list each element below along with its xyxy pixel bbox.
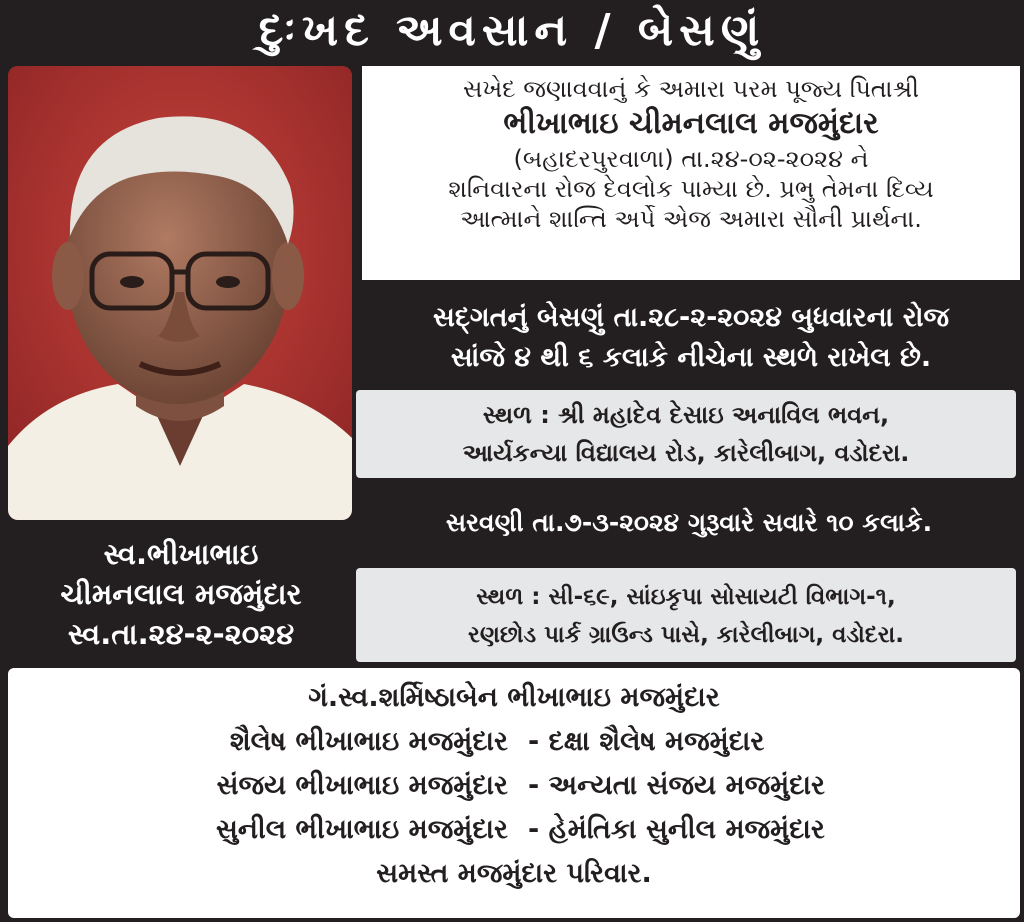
sarvani-notice: સરવણી તા.૭-૩-૨૦૨૪ ગુરૂવારે સવારે ૧૦ કલાકે.	[445, 508, 933, 537]
intro-name: ભીખાભાઇ ચીમનલાલ મજમુંદાર	[503, 106, 879, 141]
family-head: ગં.સ્વ.શર્મિષ્ઠાબેન ભીખાભાઇ મજમુંદાર	[308, 682, 720, 713]
besnu-line1: સદ્‌ગતનું બેસણું તા.૨૮-૨-૨૦૨૪ બુધવારના રોજ	[432, 302, 950, 333]
besnu-notice	[362, 288, 1020, 388]
besnu-line2: સાંજે ૪ થી ૬ કલાકે નીચેના સ્થળે રાખેલ છે.	[450, 342, 932, 373]
intro-line1: સખેદ જણાવવાનું કે અમારા પરમ પૂજ્ય પિતાશ્રી	[463, 75, 919, 103]
family-spouse: - અન્યતા સંજય મજમુંદાર	[528, 770, 825, 801]
venue2-line1: સ્થળ : સી-૬૯, સાંઇકૃપા સોસાયટી વિભાગ-૧,	[476, 584, 896, 610]
banner-title: દુઃખદ અવસાન / બેસણું	[0, 0, 1024, 62]
family-son: સુનીલ ભીખાભાઇ મજમુંદાર	[216, 814, 508, 845]
venue1-line2: આર્યકન્યા વિદ્યાલય રોડ, કારેલીબાગ, વડોદરા.	[462, 439, 910, 467]
sarvani-venue	[356, 568, 1016, 662]
intro-line5: આત્માને શાન્તિ અર્પે એજ અમારા સૌની પ્રાર્થના.	[460, 205, 922, 233]
portrait-photo	[8, 66, 352, 520]
family-spouse: - હેમંતિકા સુનીલ મજમુંદાર	[528, 814, 825, 845]
deceased-line2: ચીમનલાલ મજમુંદાર	[60, 577, 302, 611]
portrait-illustration	[8, 66, 352, 520]
venue2-line2: રણછોડ પાર્ક ગ્રાઉન્ડ પાસે, કારેલીબાગ, વડોદરા.	[467, 622, 905, 648]
intro-line3: (બહાદરપુરવાળા) તા.૨૪-૦૨-૨૦૨૪ ને	[513, 145, 869, 173]
deceased-line1: સ્વ.ભીખાભાઇ	[103, 537, 259, 571]
family-row	[8, 720, 1020, 764]
family-list	[8, 668, 1020, 918]
family-spouse: - દક્ષા શૈલેષ મજમુંદાર	[528, 726, 765, 757]
family-son: સંજય ભીખાભાઇ મજમુંદાર	[216, 770, 508, 801]
family-row	[8, 808, 1020, 852]
deceased-line3: સ્વ.તા.૨૪-૨-૨૦૨૪	[67, 617, 295, 651]
intro-paragraph	[362, 66, 1020, 280]
family-row	[8, 764, 1020, 808]
venue1-line1: સ્થળ : શ્રી મહાદેવ દેસાઇ અનાવિલ ભવન,	[482, 401, 890, 429]
deceased-name-box	[8, 528, 354, 656]
family-footer: સમસ્ત મજમુંદાર પરિવાર.	[376, 858, 652, 889]
besnu-venue	[356, 390, 1016, 478]
intro-line4: શનિવારના રોજ દેવલોક પામ્યા છે. પ્રભુ તેમના દિવ્ય	[448, 175, 934, 203]
family-son: શૈલેષ ભીખાભાઇ મજમુંદાર	[229, 726, 508, 757]
